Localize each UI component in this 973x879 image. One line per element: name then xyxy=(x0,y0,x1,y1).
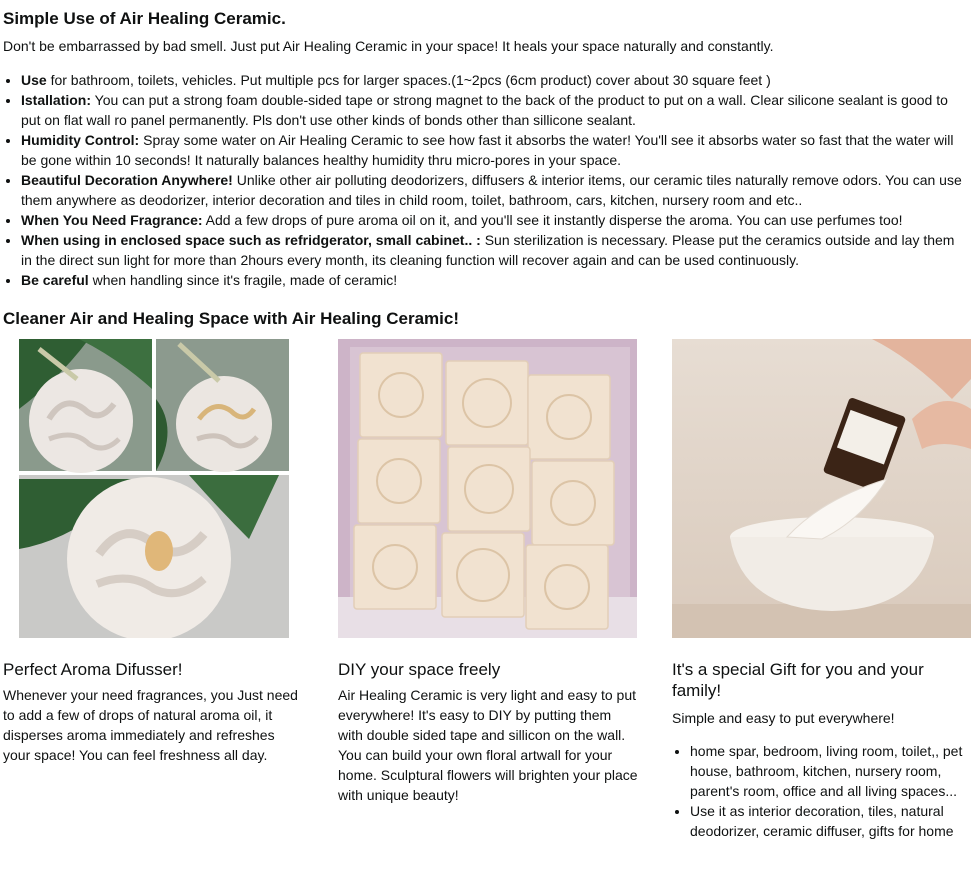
gift-bullet-item: • Use it as interior decoration, tiles, natural deodorizer, ceramic diffuser, gifts for home xyxy=(690,801,967,841)
feature-text: Add a few drops of pure aroma oil on it, and you'll see it instantly disperse the aroma. You can use perfumes too! xyxy=(202,212,903,228)
aroma-diffuser-image xyxy=(19,339,289,638)
feature-text: You can put a strong foam double-sided tape or strong magnet to the back of the product to put on a wall. Clear silicone sealant is good to put on flat wall ro panel permanently. Pls don't use other kinds of bonds other than sillicone sealant. xyxy=(21,92,948,128)
diy-tiles-image xyxy=(338,339,637,638)
feature-item xyxy=(21,130,965,170)
column-diy-space xyxy=(338,339,638,803)
feature-text: Spray some water on Air Healing Ceramic to see how fast it absorbs the water! You'll see it absorbs water so fast that the water will be gone within 10 seconds! It naturally balances healthy humidity thru micro-pores in your space. xyxy=(21,132,954,168)
feature-label: When using in enclosed space such as refridgerator, small cabinet.. : xyxy=(21,232,481,248)
feature-label: Be careful xyxy=(21,272,89,288)
feature-list xyxy=(3,70,965,290)
feature-item xyxy=(21,170,965,210)
diy-space-text: Air Healing Ceramic is very light and easy to put everywhere! It's easy to DIY by putting them with double sided tape and sillicon on the wall. You can build your own floral artwall for your home. Sculptural flowers will brighten your place with unique beauty! xyxy=(338,687,638,803)
gift-oil-image xyxy=(672,339,971,638)
special-gift-subtitle: Simple and easy to put everywhere! xyxy=(672,710,895,726)
feature-item xyxy=(21,230,965,270)
section-title-simple-use: Simple Use of Air Healing Ceramic. xyxy=(3,9,286,28)
feature-item xyxy=(21,90,965,130)
feature-text: Sun sterilization is necessary. Please put the ceramics outside and lay them in the direct sun light for more than 2hours every month, its cleaning function will recover again and can be used continuously. xyxy=(21,232,955,268)
feature-label: Istallation: xyxy=(21,92,92,108)
special-gift-title: It's a special Gift for you and your family! xyxy=(672,660,924,700)
column-aroma-diffuser xyxy=(3,339,298,763)
feature-item xyxy=(21,270,965,290)
gift-bullet-list xyxy=(672,741,967,841)
feature-label: Use xyxy=(21,72,47,88)
feature-text: when handling since it's fragile, made of ceramic! xyxy=(88,272,398,288)
feature-label: Beautiful Decoration Anywhere! xyxy=(21,172,233,188)
section-title-cleaner-air: Cleaner Air and Healing Space with Air Healing Ceramic! xyxy=(3,309,459,328)
feature-item xyxy=(21,210,965,230)
diy-space-title: DIY your space freely xyxy=(338,660,501,679)
intro-text: Don't be embarrassed by bad smell. Just put Air Healing Ceramic in your space! It heals your space naturally and constantly. xyxy=(3,38,774,54)
gift-bullet-item: • home spar, bedroom, living room, toilet,, pet house, bathroom, kitchen, nursery room, parent's room, office and all living spaces... xyxy=(690,741,967,801)
feature-text: Unlike other air polluting deodorizers, diffusers & interior items, our ceramic tiles naturally remove odors. You can use them anywhere as deodorizer, interior decoration and tiles in child room, toilet, bathroom, cars, kitchen, nursery room and etc.. xyxy=(21,172,962,208)
aroma-diffuser-text: Whenever your need fragrances, you Just need to add a few of drops of natural aroma oil, it disperses aroma immediately and refreshes your space! You can feel freshness all day. xyxy=(3,687,298,763)
feature-label: When You Need Fragrance: xyxy=(21,212,203,228)
column-special-gift xyxy=(672,339,972,839)
feature-label: Humidity Control: xyxy=(21,132,140,148)
aroma-diffuser-title: Perfect Aroma Difusser! xyxy=(3,660,183,679)
feature-item xyxy=(21,70,965,90)
feature-text: for bathroom, toilets, vehicles. Put multiple pcs for larger spaces.(1~2pcs (6cm product) cover about 30 square feet ) xyxy=(46,72,771,88)
